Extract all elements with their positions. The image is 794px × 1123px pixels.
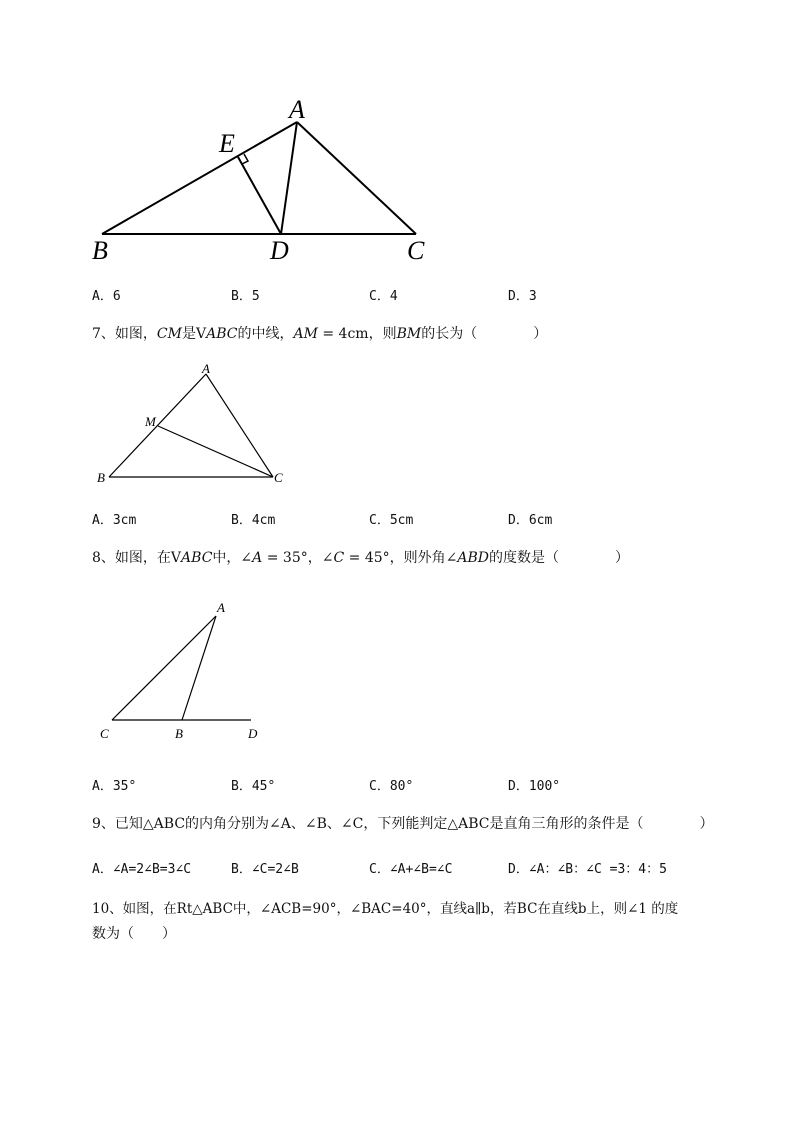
label-c: C <box>274 470 283 485</box>
q7-option-d: D．6cm <box>508 513 553 528</box>
segment-ba <box>102 122 297 234</box>
figure-q6 <box>0 0 794 280</box>
q10-question-line1: 10、如图，在Rt△ABC中，∠ACB=90°，∠BAC=40°，直线a∥b，若BC在直线b上，则∠1 的度 <box>92 901 679 917</box>
q9-option-c: C．∠A+∠B=∠C <box>369 862 453 877</box>
q7-option-b: B．4cm <box>231 513 276 528</box>
label-a: A <box>202 361 210 376</box>
segment-ad <box>281 122 297 234</box>
label-b: B <box>97 470 105 485</box>
segment-ab <box>109 374 206 477</box>
label-m: M <box>145 414 156 429</box>
q6-option-d: D．3 <box>508 289 537 304</box>
label-a: A <box>217 600 225 615</box>
segment-de <box>238 157 281 234</box>
figure-q8 <box>0 590 794 750</box>
q9-option-d: D．∠A：∠B：∠C =3：4：5 <box>508 862 667 877</box>
q8-option-b: B．45° <box>231 779 276 794</box>
label-d: D <box>248 726 258 741</box>
q7-option-a: A．3cm <box>92 513 137 528</box>
segment-ab <box>182 616 216 720</box>
label-b: B <box>175 726 183 741</box>
q7-option-c: C．5cm <box>369 513 414 528</box>
q9-question: 9、已知△ABC的内角分别为∠A、∠B、∠C，下列能判定△ABC是直角三角形的条件是（ ） <box>92 816 714 832</box>
label-a: A <box>289 95 305 124</box>
segment-ac <box>297 122 416 234</box>
q8-option-d: D．100° <box>508 779 561 794</box>
label-d: D <box>270 236 289 265</box>
q6-option-a: A．6 <box>92 289 121 304</box>
figure-q7 <box>0 355 794 495</box>
q9-option-b: B．∠C=2∠B <box>231 862 299 877</box>
segment-ca <box>112 616 216 720</box>
q10-question-line2: 数为（ ） <box>92 926 176 942</box>
q6-option-b: B．5 <box>231 289 260 304</box>
q8-question: 8、如图，在VABC中，∠A = 35°，∠C = 45°，则外角∠ABD的度数是（ ） <box>92 550 629 566</box>
q9-option-a: A．∠A=2∠B=3∠C <box>92 862 192 877</box>
q8-option-c: C．80° <box>369 779 414 794</box>
q6-option-c: C．4 <box>369 289 398 304</box>
label-c: C <box>100 726 109 741</box>
q8-option-a: A．35° <box>92 779 137 794</box>
q7-question: 7、如图，CM是VABC的中线，AM = 4cm，则BM的长为（ ） <box>92 326 548 342</box>
label-c: C <box>407 236 425 265</box>
label-b: B <box>92 236 108 265</box>
right-angle-mark <box>242 154 248 164</box>
label-e: E <box>219 129 235 158</box>
